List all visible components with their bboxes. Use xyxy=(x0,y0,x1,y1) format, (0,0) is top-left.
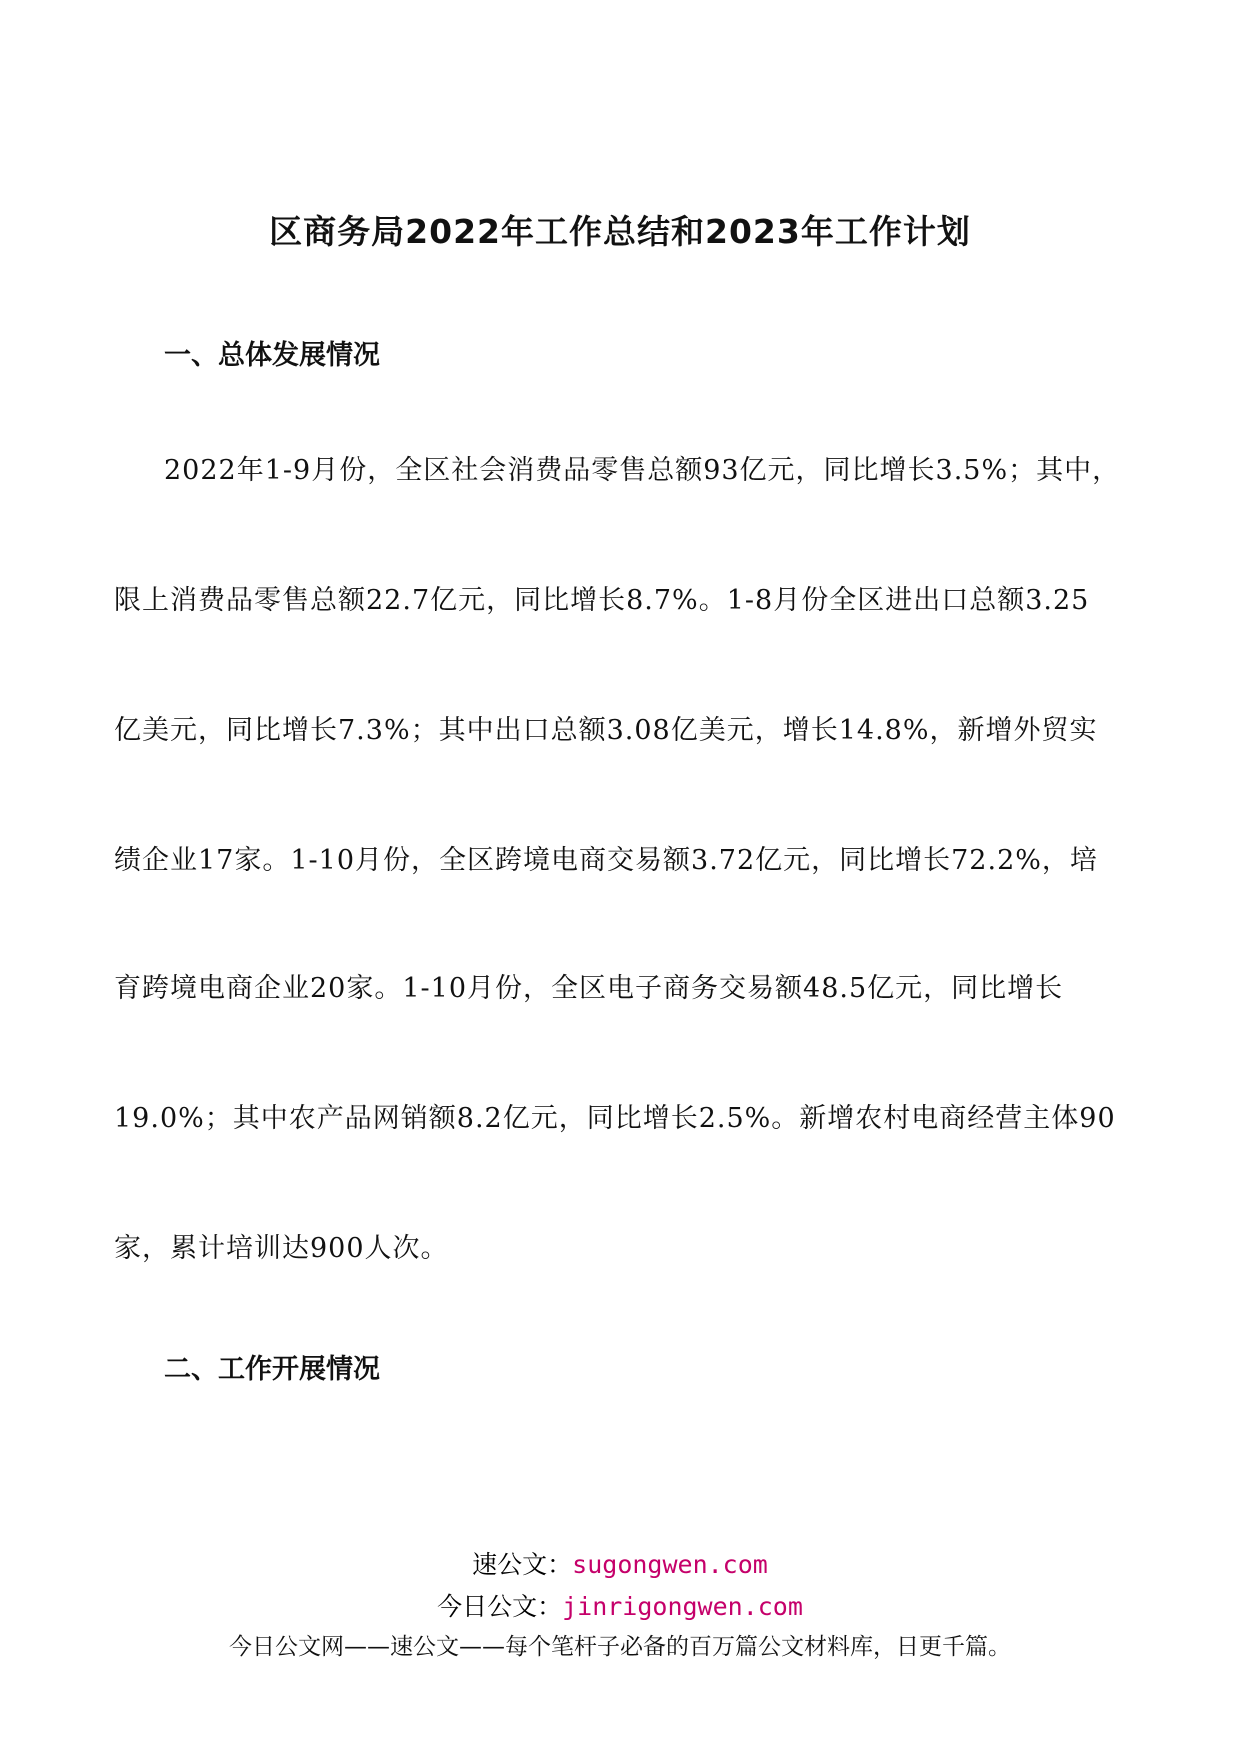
footer-line-sugongwen xyxy=(0,1545,1240,1581)
section-heading-work: 二、工作开展情况 xyxy=(164,1354,380,1385)
paragraph-line: 家，累计培训达900人次。 xyxy=(114,1233,449,1264)
section-heading-overview: 一、总体发展情况 xyxy=(164,340,380,371)
paragraph-line: 亿美元，同比增长7.3%；其中出口总额3.08亿美元，增长14.8%，新增外贸实 xyxy=(114,715,1098,746)
paragraph-line: 2022年1-9月份，全区社会消费品零售总额93亿元，同比增长3.5%；其中， xyxy=(164,455,1121,486)
paragraph-line: 限上消费品零售总额22.7亿元，同比增长8.7%。1-8月份全区进出口总额3.25 xyxy=(114,585,1090,616)
paragraph-line: 育跨境电商企业20家。1-10月份，全区电子商务交易额48.5亿元，同比增长 xyxy=(114,973,1064,1004)
footer-label: 速公文： xyxy=(472,1550,573,1579)
footer-link-jinrigongwen[interactable]: jinrigongwen.com xyxy=(562,1592,803,1621)
footer-slogan: 今日公文网——速公文——每个笔杆子必备的百万篇公文材料库，日更千篇。 xyxy=(229,1634,1011,1660)
footer-line-jinrigongwen xyxy=(0,1587,1240,1623)
footer-link-sugongwen[interactable]: sugongwen.com xyxy=(572,1550,768,1579)
document-title: 区商务局2022年工作总结和2023年工作计划 xyxy=(269,212,971,251)
paragraph-line: 绩企业17家。1-10月份，全区跨境电商交易额3.72亿元，同比增长72.2%，培 xyxy=(114,845,1098,876)
paragraph-line: 19.0%；其中农产品网销额8.2亿元，同比增长2.5%。新增农村电商经营主体90 xyxy=(114,1103,1116,1134)
footer-label: 今日公文： xyxy=(437,1592,563,1621)
